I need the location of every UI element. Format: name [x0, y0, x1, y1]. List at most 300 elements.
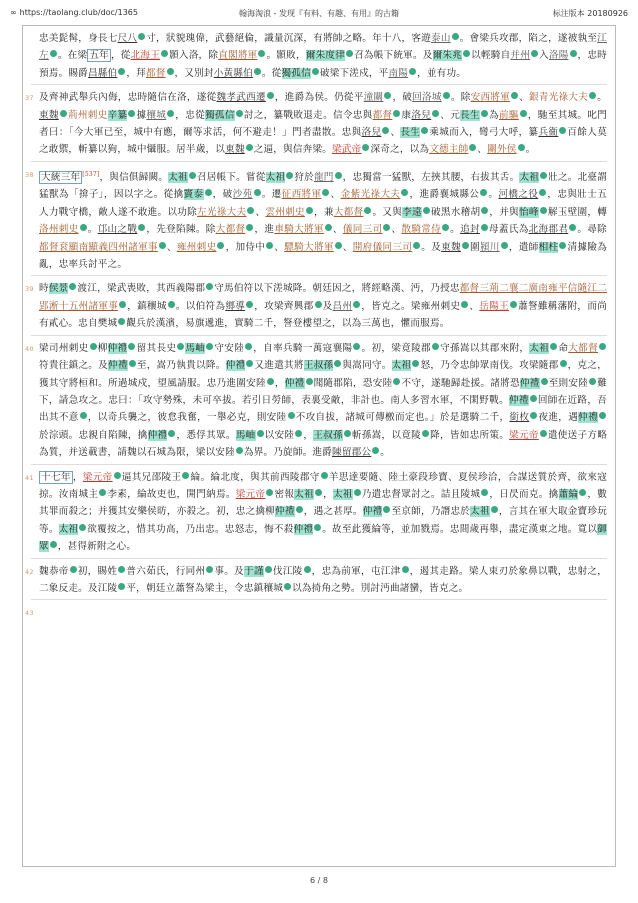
- office-title[interactable]: 關外侯: [487, 144, 517, 156]
- person-name[interactable]: 怡峰: [519, 206, 539, 218]
- annotation-tag-icon[interactable]: [177, 343, 184, 350]
- text-run: 、: [469, 300, 480, 312]
- annotation-tag-icon[interactable]: [520, 110, 527, 117]
- person-name[interactable]: 辛纂: [107, 109, 128, 121]
- annotation-tag-icon[interactable]: [518, 144, 525, 151]
- annotation-tag-icon[interactable]: [335, 242, 342, 249]
- annotation-tag-icon[interactable]: [167, 110, 174, 117]
- annotation-tag-icon[interactable]: [353, 343, 360, 350]
- paragraph: [23, 89, 615, 159]
- person-name[interactable]: 仲禮: [225, 360, 246, 372]
- text-run: 、元: [440, 109, 461, 121]
- text-run: ，兼: [313, 206, 334, 218]
- annotation-tag-icon[interactable]: [402, 566, 409, 573]
- page-url-text[interactable]: https://taolang.club/doc/1365: [19, 8, 138, 17]
- annotation-tag-icon[interactable]: [114, 472, 121, 479]
- annotation-tag-icon[interactable]: [189, 172, 196, 179]
- person-name[interactable]: 獨孤信: [281, 67, 311, 79]
- term-link[interactable]: 河橋之役: [498, 189, 539, 201]
- annotation-tag-icon[interactable]: [246, 301, 253, 308]
- office-title[interactable]: 都督: [145, 67, 166, 79]
- text-run: 顥入洛，除: [169, 50, 219, 62]
- annotation-tag-icon[interactable]: [295, 430, 302, 437]
- annotation-tag-icon[interactable]: [432, 110, 439, 117]
- person-name[interactable]: 仲禮: [293, 523, 314, 535]
- era-date[interactable]: 五年: [89, 50, 109, 62]
- annotation-tag-icon[interactable]: [119, 301, 126, 308]
- text-run: ，又別封: [174, 67, 214, 79]
- person-name[interactable]: 馬岫: [185, 342, 206, 354]
- term-link[interactable]: 鄉導: [225, 300, 246, 312]
- office-title[interactable]: 都督: [372, 109, 393, 121]
- place-name[interactable]: 昌州: [332, 300, 353, 312]
- annotation-tag-icon[interactable]: [540, 172, 547, 179]
- office-title[interactable]: 洛州刺史: [39, 224, 79, 236]
- annotation-tag-icon[interactable]: [128, 343, 135, 350]
- text-run: 夜進，遇: [538, 412, 579, 424]
- text-run: 初，賜姓: [77, 565, 118, 577]
- text-run: ，先登陷陳。除: [146, 224, 216, 236]
- annotation-tag-icon[interactable]: [80, 412, 87, 419]
- person-link[interactable]: 梁元帝: [82, 471, 113, 483]
- annotation-tag-icon[interactable]: [118, 566, 125, 573]
- annotation-tag-icon[interactable]: [246, 360, 253, 367]
- annotation-tag-icon[interactable]: [306, 378, 313, 385]
- term-link[interactable]: 追封: [460, 224, 480, 236]
- annotation-tag-icon[interactable]: [118, 318, 125, 325]
- text-run: 破黑水稽胡: [430, 206, 481, 218]
- person-name[interactable]: 御眾: [39, 523, 607, 553]
- place-name[interactable]: 龍門: [313, 172, 334, 184]
- annotation-tag-icon[interactable]: [245, 343, 252, 350]
- person-name[interactable]: 仲禮: [284, 377, 305, 389]
- office-title[interactable]: 車騎大將軍: [274, 224, 324, 236]
- person-name[interactable]: 太祖: [58, 523, 79, 535]
- person-name[interactable]: 仲禮: [147, 429, 168, 441]
- annotation-tag-icon[interactable]: [236, 110, 243, 117]
- annotation-tag-icon[interactable]: [383, 506, 390, 513]
- annotation-tag-icon[interactable]: [265, 566, 272, 573]
- text-run: 。顥敗，: [266, 50, 306, 62]
- office-title[interactable]: 開府儀同三司: [352, 241, 413, 253]
- annotation-tag-icon[interactable]: [284, 583, 291, 590]
- annotation-tag-icon[interactable]: [412, 360, 419, 367]
- paragraph-number: 42: [25, 567, 34, 576]
- annotation-tag-icon[interactable]: [559, 127, 566, 134]
- office-title[interactable]: 雍州刺史: [176, 241, 217, 253]
- place-name[interactable]: 江左: [39, 33, 607, 62]
- annotation-tag-icon[interactable]: [491, 506, 498, 513]
- annotation-tag-icon[interactable]: [167, 68, 174, 75]
- text-run: 。初，梁竟陵郡: [361, 342, 431, 354]
- text-run: ，進爵為侯。仍從平: [274, 92, 364, 104]
- term-link[interactable]: 邙山之戰: [97, 224, 138, 236]
- term-link[interactable]: 魏孝武西遷: [216, 92, 266, 104]
- annotation-tag-icon[interactable]: [481, 489, 488, 496]
- annotation-tag-icon[interactable]: [246, 144, 253, 151]
- person-name[interactable]: 爾朱度律: [305, 50, 346, 62]
- annotation-tag-icon[interactable]: [182, 472, 189, 479]
- text-run: ，皆克之。梁雍州刺史: [361, 300, 461, 312]
- annotation-tag-icon[interactable]: [50, 541, 57, 548]
- place-name[interactable]: 潁川: [479, 241, 500, 253]
- annotation-tag-icon[interactable]: [481, 110, 488, 117]
- annotation-tag-icon[interactable]: [599, 412, 606, 419]
- person-name[interactable]: 爾朱兆: [432, 50, 463, 62]
- annotation-tag-icon[interactable]: [129, 360, 136, 367]
- annotation-tag-icon[interactable]: [481, 207, 488, 214]
- place-name[interactable]: 洛陽: [548, 50, 569, 62]
- year-ref[interactable]: [537]: [82, 170, 100, 178]
- office-title[interactable]: 前驅: [498, 109, 519, 121]
- text-run: 。在梁: [57, 50, 88, 62]
- text-run: 。及: [421, 241, 442, 253]
- annotation-tag-icon[interactable]: [314, 524, 321, 531]
- annotation-tag-icon[interactable]: [128, 110, 135, 117]
- person-name[interactable]: 相柱: [538, 241, 559, 253]
- annotation-tag-icon[interactable]: [217, 242, 224, 249]
- annotation-tag-icon[interactable]: [258, 50, 265, 57]
- person-name[interactable]: 長生: [460, 109, 480, 121]
- place-name[interactable]: 南陽: [388, 67, 409, 79]
- annotation-tag-icon[interactable]: [452, 33, 459, 40]
- annotation-tag-icon[interactable]: [205, 189, 212, 196]
- annotation-tag-icon[interactable]: [344, 430, 351, 437]
- text-run: 。: [87, 224, 98, 236]
- place-name[interactable]: 回洛城: [412, 92, 442, 104]
- annotation-tag-icon[interactable]: [372, 447, 379, 454]
- annotation-tag-icon[interactable]: [312, 68, 319, 75]
- text-run: ，并與: [489, 206, 520, 218]
- term-link[interactable]: 兵衞: [538, 127, 559, 139]
- term-link[interactable]: 昌縣伯: [87, 67, 118, 79]
- text-run: 狩於: [294, 172, 314, 184]
- annotation-tag-icon[interactable]: [421, 127, 428, 134]
- text-run: 、: [342, 241, 353, 253]
- text-run: 。以伯符為: [175, 300, 226, 312]
- person-name[interactable]: 太祖: [391, 360, 412, 372]
- annotation-tag-icon[interactable]: [511, 92, 518, 99]
- term-link[interactable]: 東魏: [39, 109, 59, 121]
- annotation-tag-icon[interactable]: [267, 378, 274, 385]
- place-name[interactable]: 穰城: [146, 109, 167, 121]
- text-run: ，攻梁齊興郡: [254, 300, 314, 312]
- text-run: 、: [332, 224, 343, 236]
- annotation-tag-icon[interactable]: [353, 301, 360, 308]
- annotation-tag-icon[interactable]: [159, 242, 166, 249]
- annotation-tag-icon[interactable]: [531, 50, 538, 57]
- place-name[interactable]: 潼關: [363, 92, 384, 104]
- paragraph-number: 40: [25, 344, 34, 353]
- text-run: 綸。綸北度，與其前西陵郡守: [190, 471, 320, 483]
- annotation-tag-icon[interactable]: [286, 172, 293, 179]
- annotation-tag-icon[interactable]: [382, 127, 389, 134]
- annotation-tag-icon[interactable]: [413, 242, 420, 249]
- annotation-tag-icon[interactable]: [118, 68, 125, 75]
- office-title[interactable]: 大都督: [333, 206, 364, 218]
- annotation-tag-icon[interactable]: [315, 489, 322, 496]
- text-run: 蕭詧雖稱藩附，而尚有貳心。忠自樊城: [39, 300, 608, 330]
- term-link[interactable]: 東魏: [225, 144, 245, 156]
- annotation-tag-icon[interactable]: [481, 224, 488, 231]
- paragraph: [23, 563, 615, 598]
- person-name[interactable]: 馬岫: [235, 429, 256, 441]
- person-name[interactable]: 仲禮: [519, 377, 540, 389]
- annotation-tag-icon[interactable]: [138, 224, 145, 231]
- annotation-tag-icon[interactable]: [469, 144, 476, 151]
- browser-header: [0, 0, 638, 22]
- annotation-tag-icon[interactable]: [60, 110, 67, 117]
- annotation-tag-icon[interactable]: [461, 301, 468, 308]
- annotation-tag-icon[interactable]: [443, 92, 450, 99]
- annotation-tag-icon[interactable]: [70, 566, 77, 573]
- term-link[interactable]: 洛兒: [361, 127, 382, 139]
- annotation-tag-icon[interactable]: [304, 566, 311, 573]
- text-run: ，破: [392, 92, 413, 104]
- annotation-tag-icon[interactable]: [540, 430, 547, 437]
- office-title[interactable]: 大都督: [568, 342, 599, 354]
- annotation-tag-icon[interactable]: [254, 189, 261, 196]
- annotation-tag-icon[interactable]: [480, 189, 487, 196]
- person-name[interactable]: 于謹: [244, 565, 264, 577]
- annotation-tag-icon[interactable]: [463, 50, 470, 57]
- text-run: ，以奇兵襲之，彼怠我奮，一舉必克，則安陸: [87, 412, 287, 424]
- office-title[interactable]: 雲州刺史: [265, 206, 305, 218]
- office-title[interactable]: 直閣將軍: [218, 50, 258, 62]
- annotation-tag-icon[interactable]: [266, 489, 273, 496]
- person-name[interactable]: 太祖: [529, 342, 550, 354]
- paragraph: [23, 340, 615, 462]
- annotation-tag-icon[interactable]: [423, 207, 430, 214]
- text-run: 聞隨郡陷，恐安陸: [313, 377, 393, 389]
- person-name[interactable]: 仲禮: [275, 506, 295, 518]
- text-run: 。尋除: [577, 224, 607, 236]
- annotation-tag-icon[interactable]: [315, 301, 322, 308]
- annotation-tag-icon[interactable]: [254, 68, 261, 75]
- term-link[interactable]: 東魏: [441, 241, 461, 253]
- annotation-tag-icon[interactable]: [393, 110, 400, 117]
- annotation-tag-icon[interactable]: [257, 430, 264, 437]
- annotation-tag-icon[interactable]: [393, 378, 400, 385]
- page-number: 6 / 8: [310, 876, 328, 885]
- era-date[interactable]: 十七年: [41, 471, 71, 483]
- person-name[interactable]: 仲禮: [362, 506, 383, 518]
- text-run: 與嵩同守。: [342, 360, 392, 372]
- paragraph-divider: [31, 558, 607, 559]
- version-label: 标注版本 20180926: [552, 9, 628, 18]
- person-name[interactable]: 王叔孫: [303, 360, 334, 372]
- office-title[interactable]: 都督三荊二襄二廣南雍平信隨江二郢淅十五州諸軍事: [39, 283, 608, 312]
- annotation-tag-icon[interactable]: [570, 50, 577, 57]
- term-link[interactable]: 北海郡君: [528, 224, 569, 236]
- annotation-tag-icon[interactable]: [79, 524, 86, 531]
- person-name[interactable]: 竇泰: [183, 189, 204, 201]
- office-title[interactable]: 儀同三司: [342, 224, 383, 236]
- paragraph-number: 41: [25, 473, 34, 482]
- person-name[interactable]: 太祖: [470, 506, 490, 518]
- term-link[interactable]: 尺八: [117, 33, 138, 44]
- text-run: 平，朝廷立蕭詧為梁主，令忠鎮穰城: [126, 582, 284, 594]
- annotation-tag-icon[interactable]: [541, 378, 548, 385]
- annotation-tag-icon[interactable]: [322, 189, 329, 196]
- annotation-tag-icon[interactable]: [321, 472, 328, 479]
- person-name[interactable]: 太祖: [332, 488, 353, 500]
- annotation-tag-icon[interactable]: [540, 207, 547, 214]
- annotation-tag-icon[interactable]: [383, 224, 390, 231]
- annotation-tag-icon[interactable]: [80, 224, 87, 231]
- person-link[interactable]: 北海王: [130, 50, 161, 62]
- annotation-tag-icon[interactable]: [138, 33, 145, 40]
- annotation-tag-icon[interactable]: [161, 50, 168, 57]
- text-run: 守安陸: [214, 342, 245, 354]
- person-name[interactable]: 太祖: [294, 488, 314, 500]
- office-title[interactable]: 銀青光祿大夫: [528, 92, 589, 104]
- person-name[interactable]: 李遠: [402, 206, 422, 218]
- annotation-tag-icon[interactable]: [579, 489, 586, 496]
- office-title[interactable]: 都督袞顯南顯義四州諸軍事: [39, 241, 158, 253]
- annotation-tag-icon[interactable]: [206, 283, 213, 290]
- annotation-tag-icon[interactable]: [334, 360, 341, 367]
- paragraph: [23, 26, 615, 82]
- person-name[interactable]: 侯景: [48, 283, 69, 295]
- place-name[interactable]: 并州: [510, 50, 531, 62]
- office-title[interactable]: 左光祿大夫: [197, 206, 247, 218]
- office-title[interactable]: 安西將軍: [470, 92, 511, 104]
- annotation-tag-icon[interactable]: [168, 430, 175, 437]
- text-run: 為: [488, 109, 499, 121]
- person-name[interactable]: 太祖: [168, 172, 188, 184]
- person-name[interactable]: 長生: [400, 127, 421, 139]
- text-run: 召居帳下。嘗從: [196, 172, 266, 184]
- text-run: ，數其罪而殺之；并獲其安樂侯昉，亦殺之。初，忠之擒柳: [39, 488, 608, 518]
- annotation-tag-icon[interactable]: [409, 68, 416, 75]
- office-title[interactable]: 文德主帥: [429, 144, 469, 156]
- annotation-tag-icon[interactable]: [560, 360, 567, 367]
- annotation-tag-icon[interactable]: [462, 242, 469, 249]
- person-name[interactable]: 太祖: [519, 172, 540, 184]
- person-name[interactable]: 蕭綸: [558, 488, 579, 500]
- annotation-tag-icon[interactable]: [354, 489, 361, 496]
- annotation-tag-icon[interactable]: [364, 207, 371, 214]
- annotation-tag-icon[interactable]: [432, 343, 439, 350]
- text-run: 逼其兄邵陵王: [121, 471, 182, 483]
- annotation-tag-icon[interactable]: [296, 506, 303, 513]
- annotation-tag-icon[interactable]: [559, 242, 566, 249]
- annotation-tag-icon[interactable]: [422, 430, 429, 437]
- term-link[interactable]: 洛兒: [411, 109, 432, 121]
- annotation-tag-icon[interactable]: [266, 242, 273, 249]
- text-run: 、: [274, 241, 285, 253]
- text-run: 及齊神武舉兵內侮，忠時隨信在洛，遂從: [39, 92, 217, 104]
- annotation-tag-icon[interactable]: [335, 172, 342, 179]
- text-run: 。從: [261, 67, 282, 79]
- office-title[interactable]: 征西將軍: [281, 189, 322, 201]
- annotation-tag-icon[interactable]: [550, 343, 557, 350]
- annotation-tag-icon[interactable]: [401, 189, 408, 196]
- annotation-tag-icon[interactable]: [589, 378, 596, 385]
- text-run: ，與信俱歸闕。: [99, 172, 169, 184]
- annotation-tag-icon[interactable]: [99, 489, 106, 496]
- annotation-tag-icon[interactable]: [346, 50, 353, 57]
- annotation-tag-icon[interactable]: [267, 92, 274, 99]
- person-name[interactable]: 仲禮: [508, 394, 529, 406]
- annotation-tag-icon[interactable]: [288, 412, 295, 419]
- text-run: 。故至此獲綸等，並加戮焉。忠間歲再舉，盡定漢東之地。寬以: [322, 523, 598, 535]
- annotation-tag-icon[interactable]: [246, 224, 253, 231]
- person-name[interactable]: 仲禮: [108, 360, 128, 372]
- person-name[interactable]: 仲禮: [578, 412, 599, 424]
- annotation-tag-icon[interactable]: [306, 207, 313, 214]
- text-run: ，忠與壯士五人力戰守橋，敵人遂不敢進。以功除: [39, 189, 608, 218]
- annotation-tag-icon[interactable]: [90, 343, 97, 350]
- person-name[interactable]: 獨孤信: [205, 109, 235, 121]
- term-link[interactable]: 小黃縣伯: [213, 67, 253, 79]
- annotation-tag-icon[interactable]: [247, 207, 254, 214]
- person-link[interactable]: 岳陽王: [479, 300, 509, 312]
- office-title[interactable]: 驃騎大將軍: [284, 241, 334, 253]
- annotation-tag-icon[interactable]: [589, 92, 596, 99]
- annotation-tag-icon[interactable]: [442, 224, 449, 231]
- office-title[interactable]: 大都督: [215, 224, 246, 236]
- annotation-tag-icon[interactable]: [599, 343, 606, 350]
- person-link[interactable]: 梁元帝: [235, 488, 266, 500]
- annotation-tag-icon[interactable]: [362, 144, 369, 151]
- annotation-tag-icon[interactable]: [569, 224, 576, 231]
- place-name[interactable]: 泰山: [431, 33, 451, 44]
- person-name[interactable]: 太祖: [265, 172, 286, 184]
- person-link[interactable]: 梁元帝: [509, 429, 539, 441]
- paragraph-divider: [31, 161, 607, 162]
- annotation-tag-icon[interactable]: [539, 189, 546, 196]
- era-date[interactable]: 大統三年: [41, 172, 81, 184]
- person-name[interactable]: 王叔孫: [313, 429, 343, 441]
- person-link[interactable]: 梁武帝: [332, 144, 362, 156]
- paragraph: [23, 280, 615, 332]
- term-link[interactable]: 銜枚: [509, 412, 530, 424]
- annotation-tag-icon[interactable]: [168, 301, 175, 308]
- annotation-tag-icon[interactable]: [530, 395, 537, 402]
- annotation-tag-icon[interactable]: [530, 412, 537, 419]
- text-run: 解玉壁圍，轉: [547, 206, 608, 218]
- text-run: 不攻自拔，諸城可傳檄而定也。」於是選騎二千，: [295, 412, 510, 424]
- annotation-tag-icon[interactable]: [118, 583, 125, 590]
- office-title[interactable]: 金紫光祿大夫: [340, 189, 401, 201]
- annotation-tag-icon[interactable]: [325, 224, 332, 231]
- annotation-tag-icon[interactable]: [206, 566, 213, 573]
- annotation-tag-icon[interactable]: [510, 301, 517, 308]
- person-name[interactable]: 仲禮: [107, 342, 128, 354]
- text-run: 命: [558, 342, 569, 354]
- annotation-tag-icon[interactable]: [384, 92, 391, 99]
- text-run: 觀兵於漢濱，易旗遞進，實騎二千，詧登樓望之，以為三萬也，懼而服焉。: [126, 318, 450, 330]
- annotation-tag-icon[interactable]: [206, 343, 213, 350]
- text-run: ，: [274, 377, 285, 389]
- office-title[interactable]: 散騎常侍: [401, 224, 442, 236]
- annotation-tag-icon[interactable]: [501, 242, 508, 249]
- text-run: 康: [401, 109, 412, 121]
- annotation-tag-icon[interactable]: [236, 447, 243, 454]
- text-run: 、: [166, 241, 177, 253]
- annotation-tag-icon[interactable]: [50, 50, 57, 57]
- office-title[interactable]: 荊州刺史: [67, 109, 108, 121]
- text-run: 回師在近路，吾出其不意: [39, 394, 608, 424]
- text-run: 之逼，與信奔梁。: [253, 144, 333, 156]
- text-run: ，進爵襄城縣公: [409, 189, 480, 201]
- term-link[interactable]: 陳留郡公: [332, 447, 372, 459]
- place-name[interactable]: 沙苑: [232, 189, 253, 201]
- annotation-tag-icon[interactable]: [69, 283, 76, 290]
- text-run: 守孫嵩以其郡來附，: [439, 342, 530, 354]
